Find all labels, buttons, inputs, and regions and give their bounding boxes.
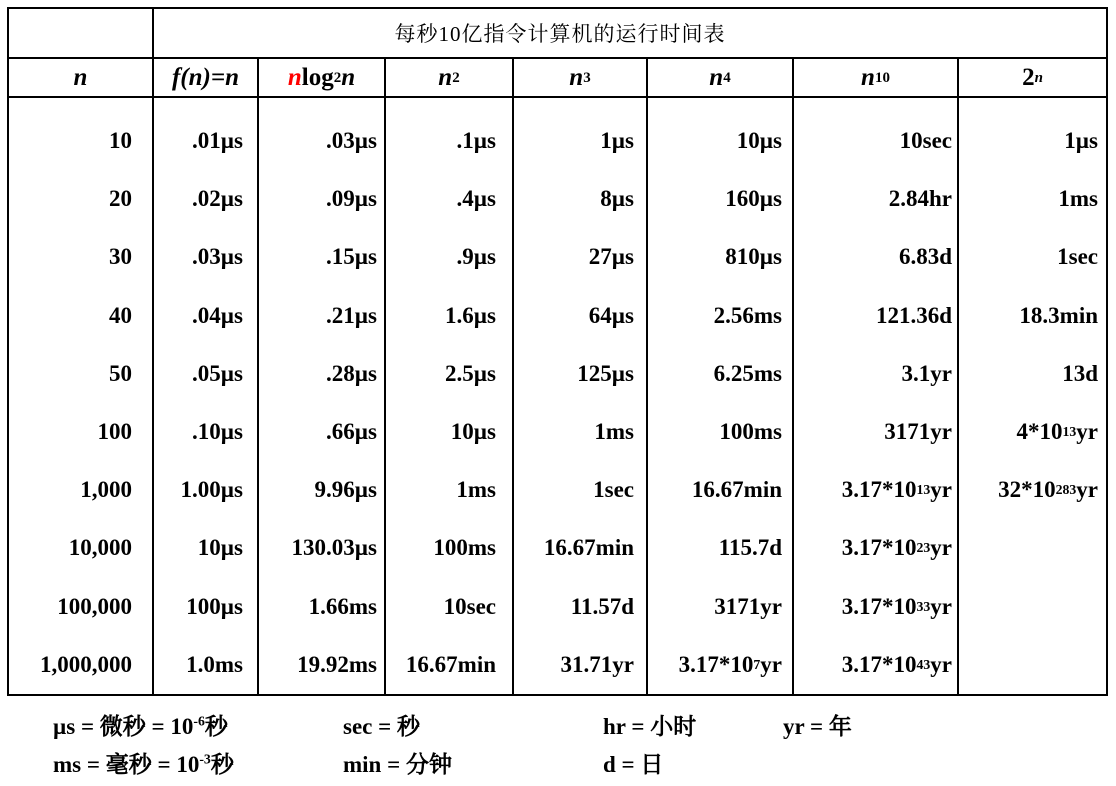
header-2n: 2 n bbox=[959, 59, 1106, 98]
legend-hr: hr = 小时 bbox=[603, 713, 697, 739]
table-cell: 100ms bbox=[433, 535, 496, 561]
table-cell: 3.17*10 33 yr bbox=[841, 593, 952, 619]
table-cell: .66µs bbox=[326, 419, 377, 445]
legend-min: min = 分钟 bbox=[343, 751, 452, 777]
table-cell: .28µs bbox=[326, 360, 377, 386]
table-cell: .04µs bbox=[192, 302, 243, 328]
table-cell: 130.03µs bbox=[291, 535, 377, 561]
header-f-n: f(n)=n bbox=[154, 59, 259, 98]
table-cell: .1µs bbox=[456, 128, 496, 154]
table-cell: 1.66ms bbox=[308, 593, 377, 619]
table-cell: 100 bbox=[97, 419, 132, 445]
table-cell: 6.83d bbox=[898, 244, 952, 270]
table-cell: 1,000 bbox=[80, 477, 132, 503]
table-cell: 40 bbox=[109, 302, 132, 328]
table-cell bbox=[959, 578, 1106, 636]
units-legend bbox=[53, 705, 852, 781]
table-cell: 3.17*10 7 yr bbox=[678, 651, 782, 677]
table-cell: 32*10 283 yr bbox=[998, 477, 1098, 503]
table-cell: 2.84hr bbox=[888, 186, 952, 212]
column-n2 bbox=[386, 98, 514, 694]
column-f-n bbox=[154, 98, 259, 694]
table-cell: 8µs bbox=[600, 186, 634, 212]
header-n3: n 3 bbox=[514, 59, 648, 98]
header-n2: n 2 bbox=[386, 59, 514, 98]
table-cell: 10 bbox=[109, 128, 132, 154]
column-2n bbox=[959, 98, 1106, 694]
legend-ms: ms = 毫秒 = $10^{-3}$秒 bbox=[53, 750, 234, 777]
legend-yr: yr = 年 bbox=[783, 713, 852, 739]
legend-d: d = 日 bbox=[603, 751, 664, 777]
column-n10 bbox=[794, 98, 959, 694]
table-cell: 20 bbox=[109, 186, 132, 212]
table-cell bbox=[959, 636, 1106, 694]
table-cell: 121.36d bbox=[875, 302, 952, 328]
table-cell: 3.17*10 23 yr bbox=[841, 535, 952, 561]
table-cell: 31.71yr bbox=[560, 651, 634, 677]
table-cell: 6.25ms bbox=[713, 360, 782, 386]
table-cell: 9.96µs bbox=[314, 477, 377, 503]
column-n bbox=[9, 98, 154, 694]
table-cell: 10µs bbox=[197, 535, 243, 561]
table-cell: 1sec bbox=[1057, 244, 1098, 270]
table-cell: 16.67min bbox=[405, 651, 496, 677]
column-nlog2n bbox=[259, 98, 386, 694]
table-cell: 160µs bbox=[725, 186, 782, 212]
table-cell: .03µs bbox=[326, 128, 377, 154]
legend-us: µs = 微秒 = $10^{-6}$秒 bbox=[53, 712, 228, 739]
table-cell: .03µs bbox=[192, 244, 243, 270]
table-cell: 10sec bbox=[899, 128, 952, 154]
table-cell: 100µs bbox=[186, 593, 243, 619]
table-cell: .10µs bbox=[192, 419, 243, 445]
table-cell: 10µs bbox=[450, 419, 496, 445]
header-n4: n 4 bbox=[648, 59, 794, 98]
table-cell: 18.3min bbox=[1019, 302, 1098, 328]
table-cell: 810µs bbox=[725, 244, 782, 270]
table-cell: 64µs bbox=[588, 302, 634, 328]
running-time-table bbox=[7, 7, 1108, 696]
table-cell bbox=[959, 519, 1106, 577]
table-cell: 10µs bbox=[736, 128, 782, 154]
table-cell: 1µs bbox=[600, 128, 634, 154]
table-cell: 3.17*10 43 yr bbox=[841, 651, 952, 677]
table-cell: 3.17*10 13 yr bbox=[841, 477, 952, 503]
header-n: n bbox=[9, 59, 154, 98]
table-cell: 1µs bbox=[1064, 128, 1098, 154]
table-cell: 1,000,000 bbox=[40, 651, 132, 677]
table-cell: 100ms bbox=[719, 419, 782, 445]
column-n3 bbox=[514, 98, 648, 694]
table-cell: 10,000 bbox=[68, 535, 132, 561]
table-cell: 16.67min bbox=[691, 477, 782, 503]
table-title: 每秒10亿指令计算机的运行时间表 bbox=[154, 9, 1106, 59]
table-cell: 10sec bbox=[443, 593, 496, 619]
table-cell: 4*10 13 yr bbox=[1016, 419, 1098, 445]
table-cell: 125µs bbox=[577, 360, 634, 386]
table-cell: 1.00µs bbox=[180, 477, 243, 503]
header-nlog2n: n log 2 n bbox=[259, 59, 386, 98]
table-cell: 19.92ms bbox=[297, 651, 377, 677]
table-cell: 1ms bbox=[594, 419, 634, 445]
table-cell: .21µs bbox=[326, 302, 377, 328]
table-cell: 1ms bbox=[1058, 186, 1098, 212]
legend-sec: sec = 秒 bbox=[343, 713, 420, 739]
table-cell: 16.67min bbox=[543, 535, 634, 561]
table-cell: .15µs bbox=[326, 244, 377, 270]
table-cell: 13d bbox=[1062, 360, 1098, 386]
table-cell: 3.1yr bbox=[901, 360, 952, 386]
header-n10: n 10 bbox=[794, 59, 959, 98]
table-cell: 1.0ms bbox=[186, 651, 243, 677]
table-cell: 2.56ms bbox=[713, 302, 782, 328]
table-cell: .09µs bbox=[326, 186, 377, 212]
table-cell: 1sec bbox=[593, 477, 634, 503]
table-cell: .9µs bbox=[456, 244, 496, 270]
column-n4 bbox=[648, 98, 794, 694]
table-cell: 50 bbox=[109, 360, 132, 386]
table-cell: 1.6µs bbox=[445, 302, 496, 328]
table-cell: .4µs bbox=[456, 186, 496, 212]
table-cell: 3171yr bbox=[714, 593, 782, 619]
table-cell: 3171yr bbox=[884, 419, 952, 445]
table-cell: 30 bbox=[109, 244, 132, 270]
table-cell: 100,000 bbox=[57, 593, 132, 619]
corner-empty-cell bbox=[9, 9, 154, 59]
table-cell: 1ms bbox=[456, 477, 496, 503]
table-cell: 11.57d bbox=[570, 593, 634, 619]
table-cell: 115.7d bbox=[718, 535, 782, 561]
table-cell: .02µs bbox=[192, 186, 243, 212]
table-cell: 2.5µs bbox=[445, 360, 496, 386]
table-cell: .05µs bbox=[192, 360, 243, 386]
table-cell: .01µs bbox=[192, 128, 243, 154]
table-cell: 27µs bbox=[588, 244, 634, 270]
